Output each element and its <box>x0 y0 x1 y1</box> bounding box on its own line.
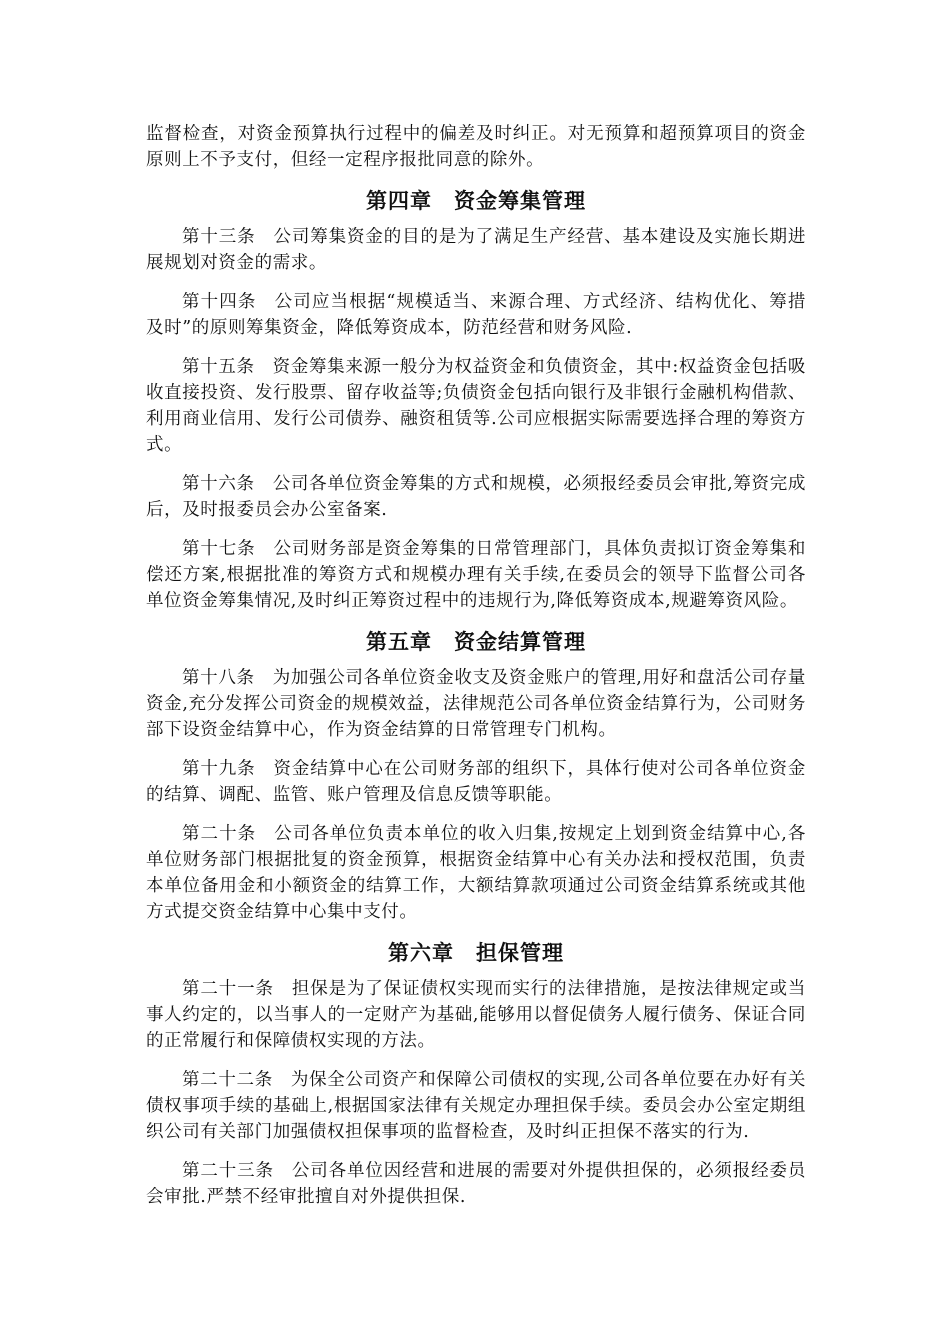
article-text: 公司应当根据“规模适当、来源合理、方式经济、结构优化、筹措及时”的原则筹集资金，降低筹资成本，防范经营和财务风险. <box>146 292 806 338</box>
article-text: 资金结算中心在公司财务部的组织下，具体行使对公司各单位资金的结算、调配、监管、账户管理及信息反馈等职能。 <box>146 759 806 805</box>
article-text: 为加强公司各单位资金收支及资金账户的管理,用好和盘活公司存量资金,充分发挥公司资金的规模效益，法律规范公司各单位资金结算行为，公司财务部下设资金结算中心，作为资金结算的日常管理专门机构。 <box>146 668 807 740</box>
article-number: 第十四条 <box>182 292 257 312</box>
article-paragraph <box>146 289 806 341</box>
article-paragraph <box>146 224 806 276</box>
article-number: 第十三条 <box>182 227 256 247</box>
article-text: 公司各单位因经营和进展的需要对外提供担保的，必须报经委员会审批.严禁不经审批擅自对外提供担保. <box>146 1161 806 1207</box>
chapter-title: 第四章 资金筹集管理 <box>366 189 586 213</box>
article-text: 公司财务部是资金筹集的日常管理部门，具体负责拟订资金筹集和偿还方案,根据批准的筹资方式和规模办理有关手续,在委员会的领导下监督公司各单位资金筹集情况,及时纠正筹资过程中的违规行为,降低筹资成本,规避筹资风险。 <box>146 539 806 611</box>
chapter-title: 第六章 担保管理 <box>388 941 564 965</box>
article-number: 第十九条 <box>182 759 256 779</box>
article-text: 公司各单位资金筹集的方式和规模，必须报经委员会审批,筹资完成后，及时报委员会办公室备案. <box>146 474 807 520</box>
article-paragraph <box>146 536 806 614</box>
article-number: 第二十一条 <box>182 979 274 999</box>
article-number: 第二十条 <box>182 824 257 844</box>
article-text: 担保是为了保证债权实现而实行的法律措施，是按法律规定或当事人约定的，以当事人的一定财产为基础,能够用以督促债务人履行债务、保证合同的正常履行和保障债权实现的方法。 <box>146 979 806 1051</box>
article-text: 公司筹集资金的目的是为了满足生产经营、基本建设及实施长期进展规划对资金的需求。 <box>146 227 806 273</box>
article-number: 第十六条 <box>182 474 255 494</box>
intro-paragraph: 监督检查，对资金预算执行过程中的偏差及时纠正。对无预算和超预算项目的资金原则上不予支付，但经一定程序报批同意的除外。 <box>146 124 806 170</box>
article-paragraph <box>146 821 806 925</box>
article-paragraph <box>146 1158 806 1210</box>
article-paragraph <box>146 471 806 523</box>
article-text: 为保全公司资产和保障公司债权的实现,公司各单位要在办好有关债权事项手续的基础上,根据国家法律有关规定办理担保手续。委员会办公室定期组织公司有关部门加强债权担保事项的监督检查，及时纠正担保不落实的行为. <box>146 1070 806 1142</box>
article-number: 第十七条 <box>182 539 256 559</box>
chapter-title: 第五章 资金结算管理 <box>366 630 586 654</box>
article-number: 第十八条 <box>182 668 255 688</box>
article-paragraph <box>146 1067 806 1145</box>
article-number: 第二十二条 <box>182 1070 273 1090</box>
document-page <box>146 121 806 1223</box>
article-paragraph <box>146 354 806 458</box>
article-text: 公司各单位负责本单位的收入归集,按规定上划到资金结算中心,各单位财务部门根据批复的资金预算，根据资金结算中心有关办法和授权范围，负责本单位备用金和小额资金的结算工作，大额结算款项通过公司资金结算系统或其他方式提交资金结算中心集中支付。 <box>146 824 806 922</box>
article-paragraph <box>146 756 806 808</box>
article-text: 资金筹集来源一般分为权益资金和负债资金，其中:权益资金包括吸收直接投资、发行股票、留存收益等;负债资金包括向银行及非银行金融机构借款、利用商业信用、发行公司债券、融资租赁等.公司应根据实际需要选择合理的筹资方式。 <box>146 357 806 455</box>
article-number: 第二十三条 <box>182 1161 274 1181</box>
article-paragraph <box>146 665 806 743</box>
article-number: 第十五条 <box>182 357 255 377</box>
article-paragraph <box>146 976 806 1054</box>
